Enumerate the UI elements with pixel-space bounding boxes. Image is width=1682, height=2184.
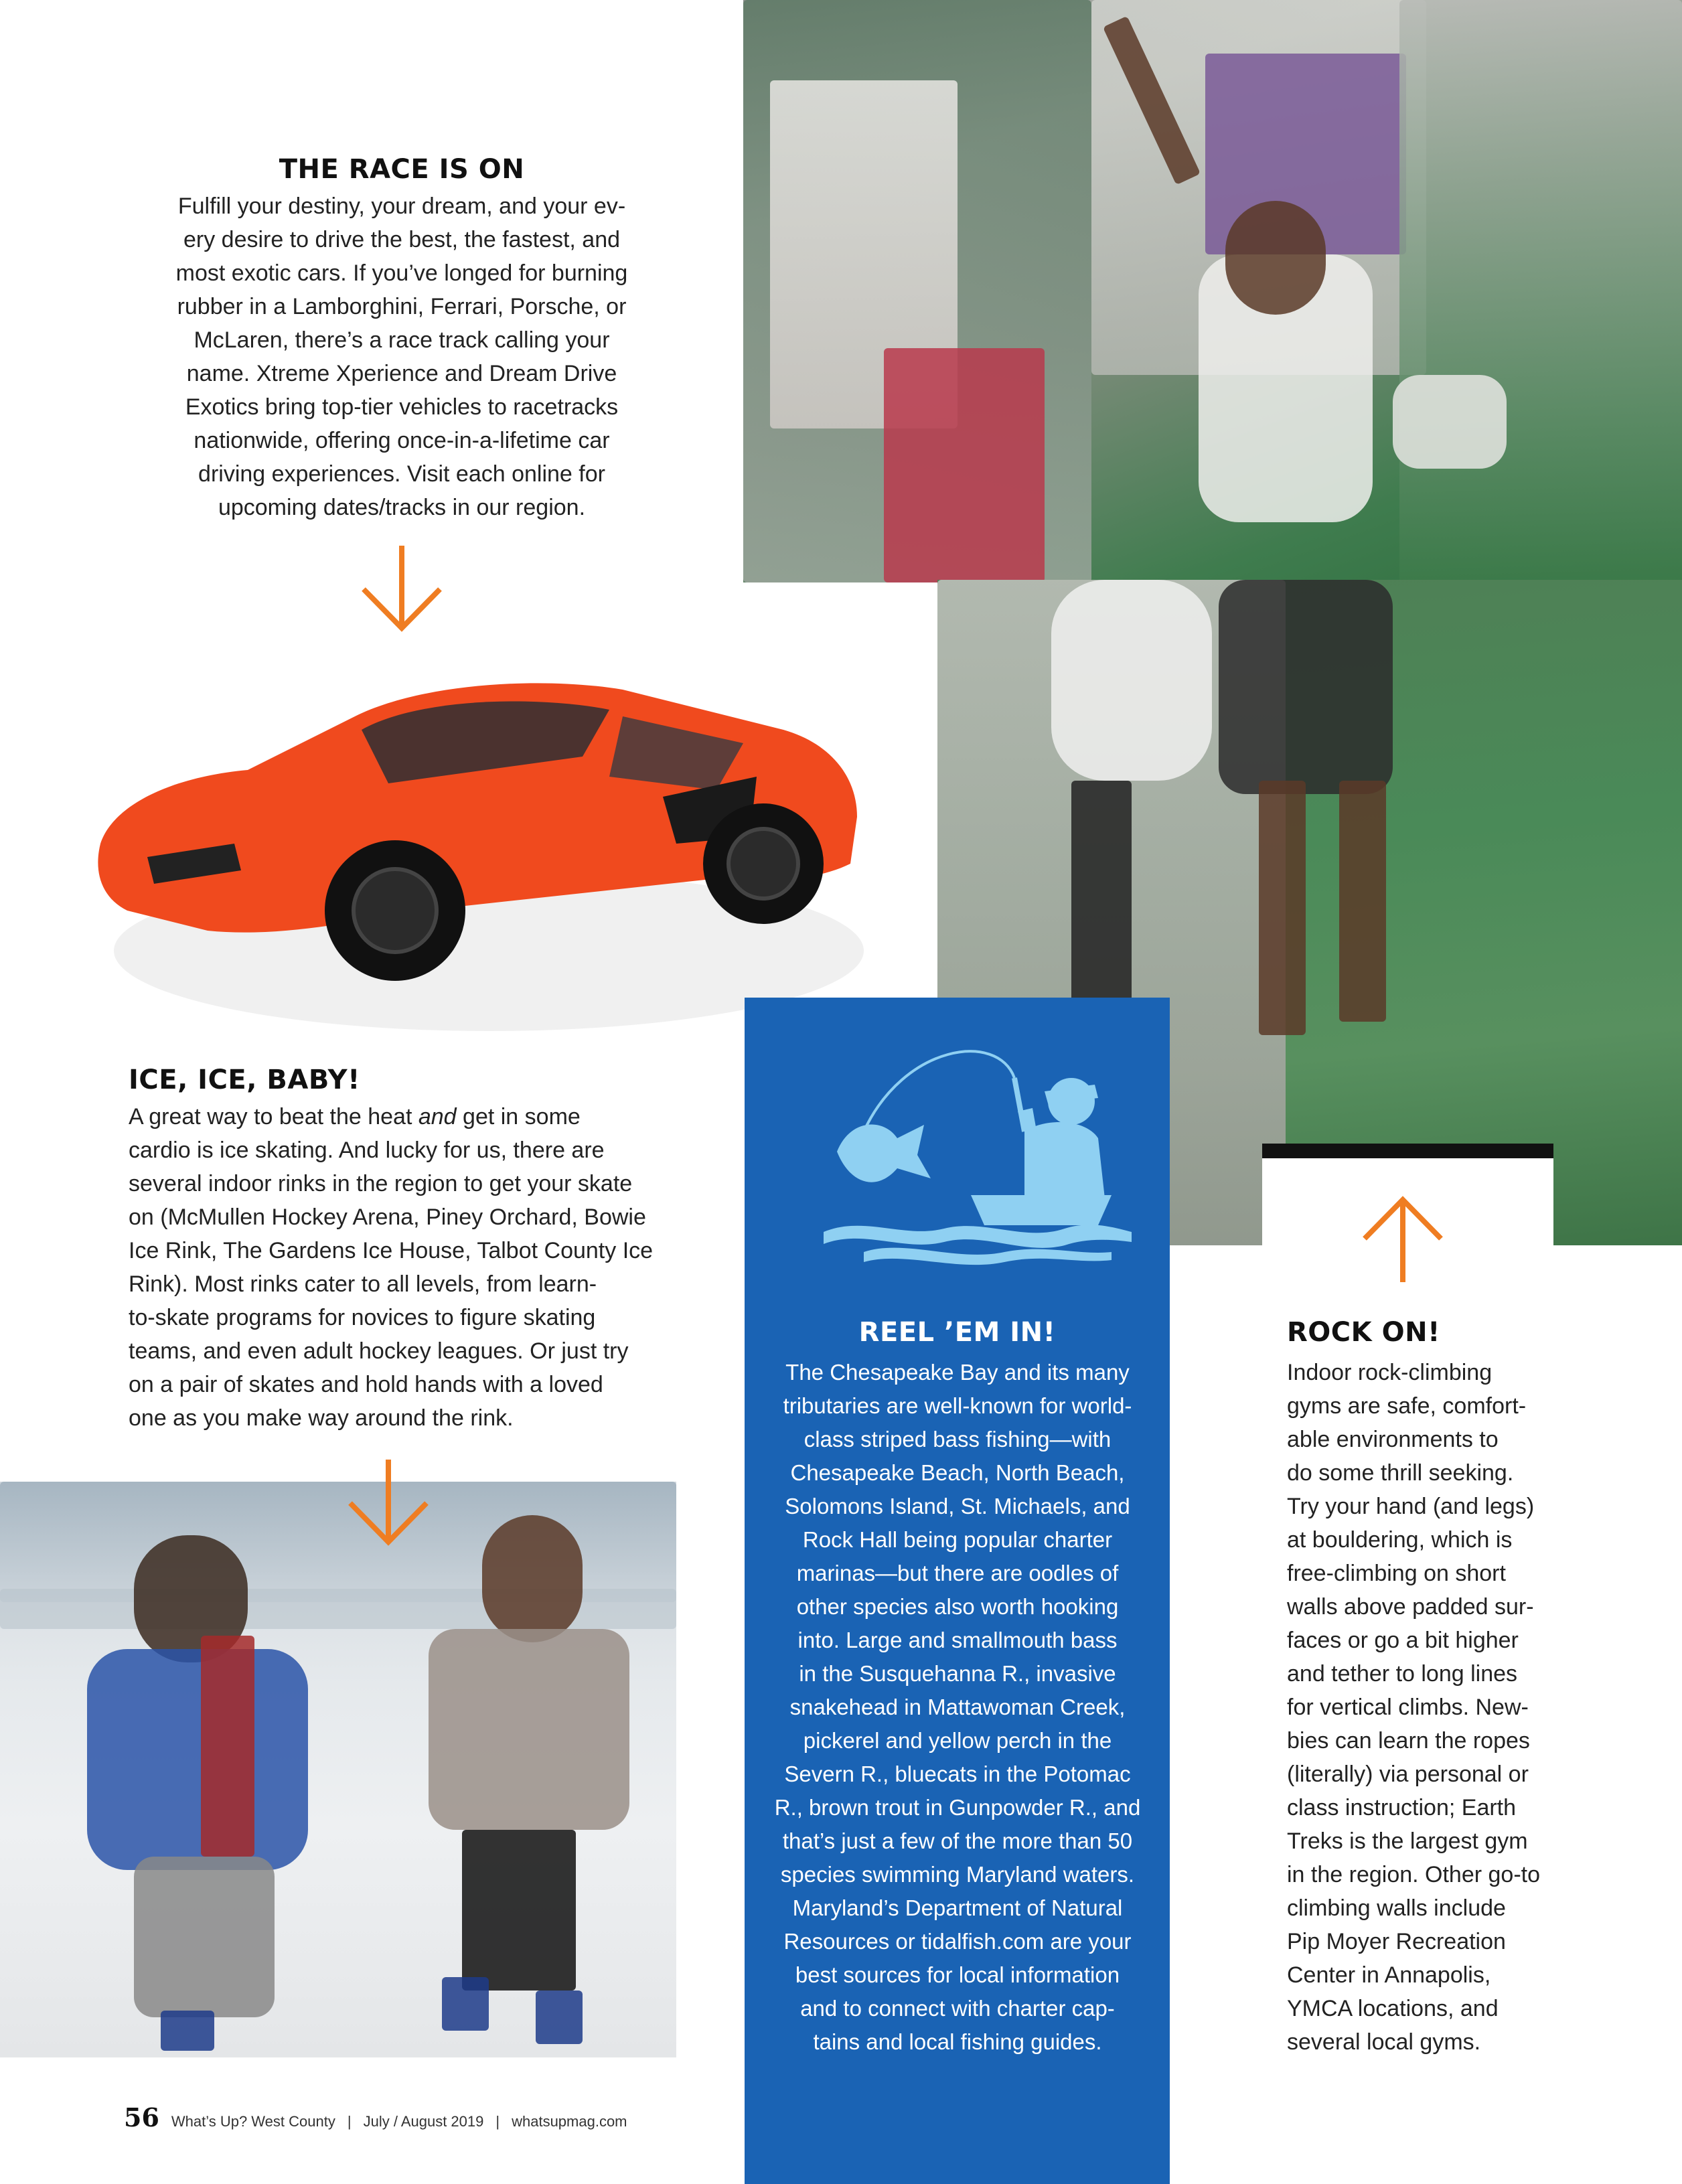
- race-line: driving experiences. Visit each online for: [198, 461, 605, 487]
- skater-woman-poncho: [429, 1629, 629, 1830]
- footer-separator: |: [347, 2113, 352, 2130]
- rock-line: able environments to: [1287, 1427, 1499, 1452]
- climber-shirt-2: [1051, 580, 1212, 781]
- skater-woman-skate-left: [442, 1977, 489, 2031]
- climber-leg-right: [1339, 781, 1386, 1022]
- climbing-wall-right: [1399, 0, 1682, 582]
- reel-line: best sources for local information: [795, 1962, 1120, 1987]
- arrow-down-icon: [358, 542, 445, 636]
- skater-man-skate: [161, 2011, 214, 2051]
- reel-line: into. Large and smallmouth bass: [797, 1628, 1118, 1652]
- race-title: THE RACE IS ON: [279, 154, 525, 185]
- reel-line: The Chesapeake Bay and its many: [785, 1360, 1130, 1385]
- car-front-rim: [354, 869, 437, 952]
- rock-line: Try your hand (and legs): [1287, 1494, 1535, 1519]
- rock-line: Treks is the largest gym: [1287, 1828, 1528, 1854]
- rock-line: climbing walls include: [1287, 1895, 1506, 1921]
- race-line: name. Xtreme Xperience and Dream Drive: [186, 361, 617, 386]
- skater-woman-skate-right: [536, 1991, 583, 2044]
- reel-line: Severn R., bluecats in the Potomac: [784, 1762, 1131, 1786]
- rock-line: class instruction; Earth: [1287, 1795, 1517, 1820]
- sports-car-photo: [74, 643, 904, 1044]
- car-rear-rim: [729, 829, 798, 899]
- skater-woman-jeans: [462, 1830, 576, 1991]
- ice-line: one as you make way around the rink.: [129, 1405, 514, 1431]
- rock-line: walls above padded sur-: [1287, 1594, 1534, 1620]
- reel-line: pickerel and yellow perch in the: [803, 1728, 1112, 1753]
- reel-line: Rock Hall being popular charter: [802, 1527, 1113, 1552]
- reel-line: Solomons Island, St. Michaels, and: [785, 1494, 1130, 1518]
- reel-title: REEL ’EM IN!: [858, 1317, 1056, 1348]
- rock-line: gyms are safe, comfort-: [1287, 1393, 1527, 1419]
- rock-line: faces or go a bit higher: [1287, 1628, 1519, 1653]
- climber-shoulder: [1393, 375, 1507, 469]
- skater-man-jeans: [134, 1857, 275, 2017]
- reel-line: Maryland’s Department of Natural: [792, 1895, 1123, 1920]
- rock-body: [1287, 1356, 1602, 2059]
- rock-line: (literally) via personal or: [1287, 1762, 1529, 1787]
- climber-leg-left: [1259, 781, 1306, 1035]
- reel-line: tributaries are well-known for world-: [783, 1393, 1132, 1418]
- reel-line: class striped bass fishing—with: [804, 1427, 1112, 1452]
- ice-line: several indoor rinks in the region to get your skate: [129, 1171, 633, 1196]
- reel-line: Resources or tidalfish.com are your: [783, 1929, 1132, 1954]
- fishing-icon: [824, 1038, 1132, 1279]
- race-line: ery desire to drive the best, the fastest, and: [183, 227, 621, 252]
- rock-title: ROCK ON!: [1287, 1317, 1440, 1348]
- reel-line: in the Susquehanna R., invasive: [799, 1661, 1116, 1686]
- skater-man-sweater: [87, 1649, 308, 1870]
- ice-line: Rink). Most rinks cater to all levels, from learn-: [129, 1271, 597, 1297]
- reel-line: snakehead in Mattawoman Creek,: [789, 1695, 1126, 1719]
- reel-line: R., brown trout in Gunpowder R., and: [774, 1795, 1141, 1820]
- skater-woman-head: [482, 1515, 583, 1642]
- arrow-down-icon: [345, 1456, 432, 1550]
- reel-line: species swimming Maryland waters.: [780, 1862, 1135, 1887]
- page-number: 56: [124, 2102, 159, 2132]
- rock-line: bies can learn the ropes: [1287, 1728, 1530, 1753]
- climbing-photo-top: [743, 0, 1682, 582]
- ice-line: on a pair of skates and hold hands with a loved: [129, 1372, 603, 1397]
- reel-line: other species also worth hooking: [796, 1594, 1119, 1619]
- race-line: rubber in a Lamborghini, Ferrari, Porsche, or: [177, 294, 627, 319]
- ice-skating-photo: [0, 1482, 676, 2057]
- race-line: upcoming dates/tracks in our region.: [218, 495, 586, 520]
- rock-line: YMCA locations, and: [1287, 1996, 1499, 2021]
- reel-line: tains and local fishing guides.: [813, 2029, 1102, 2054]
- rock-line: Center in Annapolis,: [1287, 1962, 1491, 1988]
- rock-line: for vertical climbs. New-: [1287, 1695, 1529, 1720]
- page-footer: [124, 2102, 793, 2132]
- rock-line: free-climbing on short: [1287, 1561, 1506, 1586]
- ice-line: cardio is ice skating. And lucky for us, there are: [129, 1138, 605, 1163]
- issue-date: July / August 2019: [363, 2113, 484, 2130]
- climber-shorts: [1219, 580, 1393, 794]
- rock-line: several local gyms.: [1287, 2029, 1481, 2055]
- rock-line: at bouldering, which is: [1287, 1527, 1513, 1553]
- ice-body: [129, 1100, 678, 1435]
- footer-separator: |: [495, 2113, 500, 2130]
- race-line: McLaren, there’s a race track calling your: [194, 327, 610, 353]
- reel-line: and to connect with charter cap-: [800, 1996, 1115, 2021]
- skater-man-scarf: [201, 1636, 254, 1857]
- red-wall-panel: [884, 348, 1045, 582]
- publication-name: What’s Up? West County: [171, 2113, 335, 2130]
- reel-line: marinas—but there are oodles of: [796, 1561, 1119, 1585]
- rock-line: and tether to long lines: [1287, 1661, 1518, 1687]
- race-line: nationwide, offering once-in-a-lifetime car: [194, 428, 610, 453]
- ice-line: teams, and even adult hockey leagues. Or just try: [129, 1338, 629, 1364]
- rock-line: Indoor rock-climbing: [1287, 1360, 1493, 1385]
- reel-line: that’s just a few of the more than 50: [782, 1828, 1133, 1853]
- ice-line: on (McMullen Hockey Arena, Piney Orchard, Bowie: [129, 1204, 646, 1230]
- rock-line: Pip Moyer Recreation: [1287, 1929, 1506, 1954]
- ice-line: to-skate programs for novices to figure skating: [129, 1305, 596, 1330]
- reel-body: [770, 1356, 1145, 2059]
- race-line: most exotic cars. If you’ve longed for burning: [175, 260, 628, 286]
- rock-line: do some thrill seeking.: [1287, 1460, 1514, 1486]
- website-link[interactable]: whatsupmag.com: [512, 2113, 627, 2130]
- ice-line: Ice Rink, The Gardens Ice House, Talbot County Ice: [129, 1238, 654, 1263]
- race-body: [151, 189, 653, 524]
- rock-line: in the region. Other go-to: [1287, 1862, 1541, 1887]
- divider-bar: [1262, 1144, 1553, 1158]
- arrow-up-icon: [1359, 1192, 1446, 1285]
- ice-title: ICE, ICE, BABY!: [129, 1065, 360, 1095]
- reel-line: Chesapeake Beach, North Beach,: [790, 1460, 1125, 1485]
- race-line: Fulfill your destiny, your dream, and your ev-: [177, 193, 626, 219]
- climber-head: [1225, 201, 1326, 315]
- race-line: Exotics bring top-tier vehicles to racetracks: [185, 394, 619, 420]
- ice-line: A great way to beat the heat and get in some: [129, 1104, 581, 1129]
